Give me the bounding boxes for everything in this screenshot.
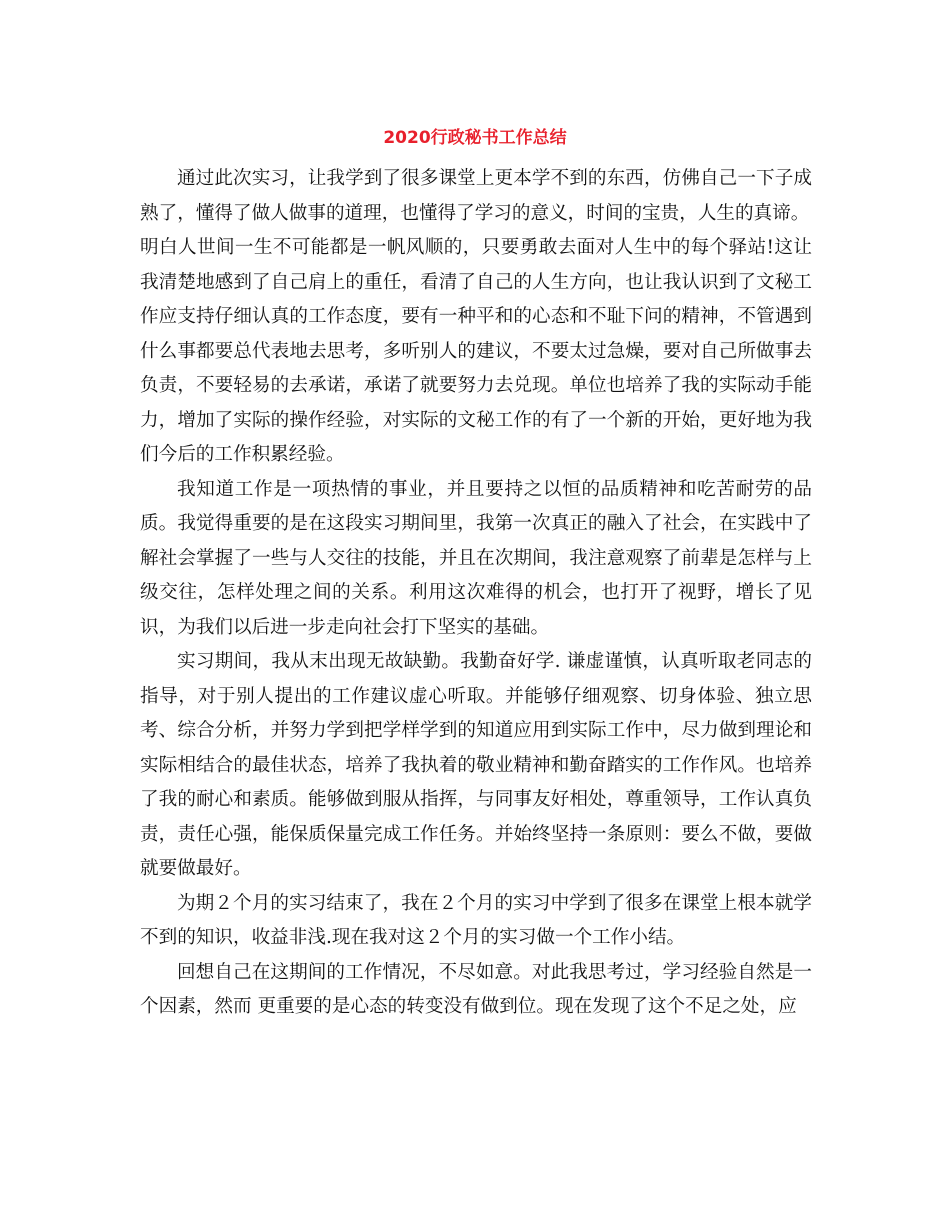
document-body (140, 162, 812, 1025)
document-title: 2020行政秘书工作总结 (383, 128, 567, 148)
paragraph-6: 回想自己在这期间的工作情况，不尽如意。对此我思考过，学习经验自然是一个因素，然而 更重要的是心态的转变没有做到位。现在发现了这个不足之处，应 (140, 961, 812, 1017)
paragraph-2: 明白人世间一生不可能都是一帆风顺的，只要勇敢去面对人生中的每个驿站!这让我清楚地感到了自己肩上的重任，看清了自己的人生方向，也让我认识到了文秘工作应支持仔细认真的工作态度，要有一种平和的心态和不耻下问的精神，不管遇到什么事都要总代表地去思考，多听别人的建议，不要太过急燥，要对自己所做事去负责，不要轻易的去承诺，承诺了就要努力去兑现。单位也培养了我的实际动手能力，增加了实际的操作经验，对实际的文秘工作的有了一个新的开始，更好地为我们今后的工作积累经验。 (140, 237, 812, 465)
paragraph-3: 我知道工作是一项热情的事业，并且要持之以恒的品质精神和吃苦耐劳的品质。我觉得重要的是在这段实习期间里，我第一次真正的融入了社会，在实践中了解社会掌握了一些与人交往的技能，并且在次期间，我注意观察了前辈是怎样与上级交往，怎样处理之间的关系。利用这次难得的机会，也打开了视野，增长了见识，为我们以后进一步走向社会打下坚实的基础。 (140, 478, 812, 638)
paragraph-1: 通过此次实习，让我学到了很多课堂上更本学不到的东西，仿佛自己一下子成熟了，懂得了做人做事的道理，也懂得了学习的意义，时间的宝贵，人生的真谛。 (140, 168, 812, 224)
paragraph-5: 为期２个月的实习结束了，我在２个月的实习中学到了很多在课堂上根本就学不到的知识，收益非浅.现在我对这２个月的实习做一个工作小结。 (140, 892, 812, 948)
paragraph-4: 实习期间，我从末出现无故缺勤。我勤奋好学. 谦虚谨慎，认真听取老同志的指导，对于别人提出的工作建议虚心听取。并能够仔细观察、切身体验、独立思考、综合分析，并努力学到把学样学到的知道应用到实际工作中，尽力做到理论和实际相结合的最佳状态，培养了我执着的敬业精神和勤奋踏实的工作作风。也培养了我的耐心和素质。能够做到服从指挥，与同事友好相处，尊重领导，工作认真负责，责任心强，能保质保量完成工作任务。并始终坚持一条原则：要么不做，要做就要做最好。 (140, 651, 812, 879)
